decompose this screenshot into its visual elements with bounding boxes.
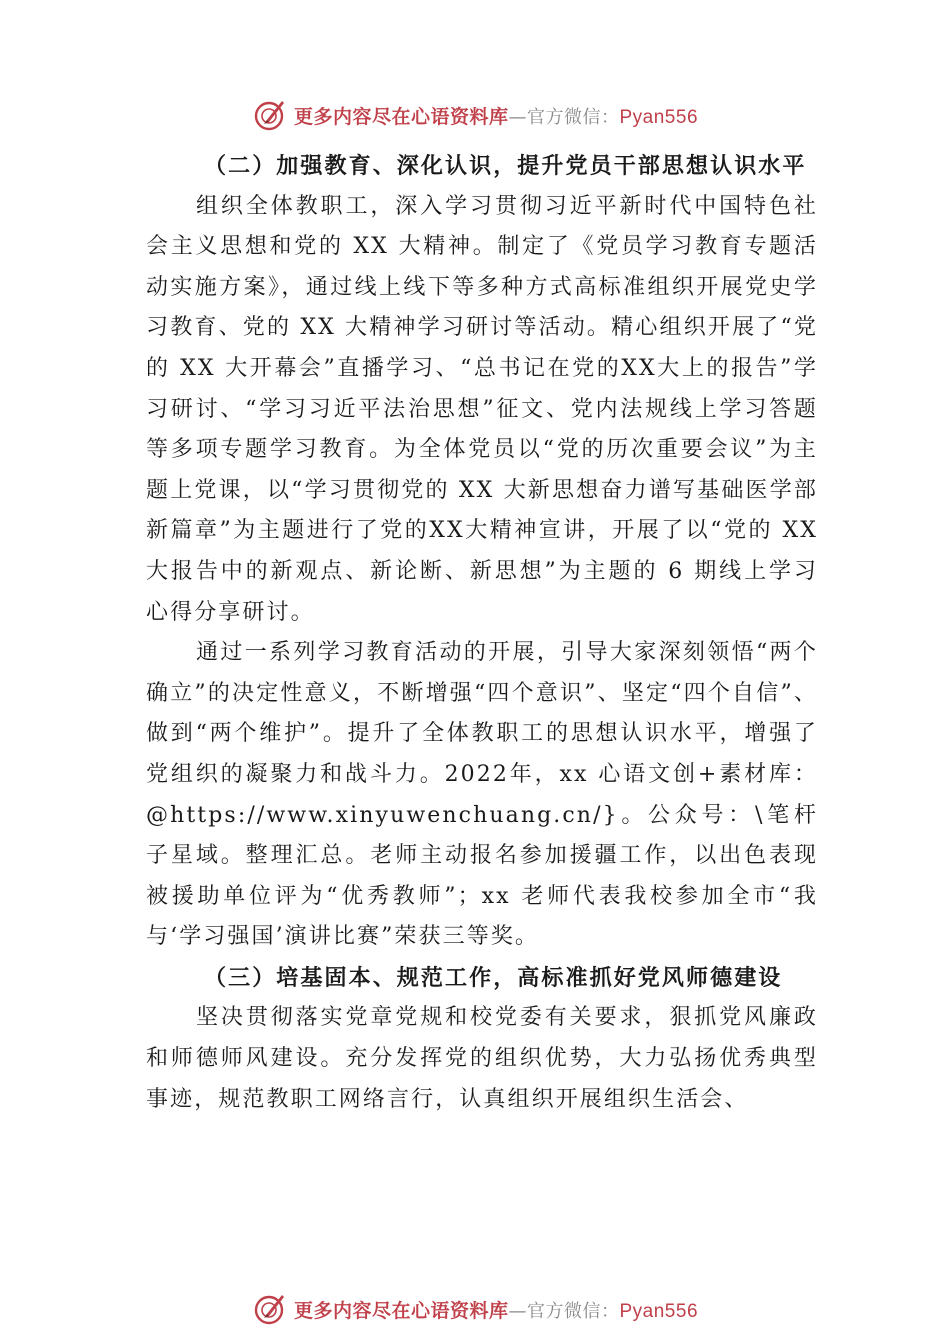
paragraph-2: 通过一系列学习教育活动的开展，引导大家深刻领悟“两个确立”的决定性意义，不断增强“四个意识”、坚定“四个自信”、做到“两个维护”。提升了全体教职工的思想认识水平，增强了党组织的凝聚力和战斗力。2022年，xx 心语文创+素材库：@https://www.xinyuwenchuang.cn/}。公众号：\笔杆子星域。整理汇总。老师主动报名参加援疆工作，以出色表现被援助单位评为“优秀教师”；xx 老师代表我校参加全市“我与‘学习强国’演讲比赛”荣获三等奖。: [146, 640, 818, 950]
watermark-main-text: 更多内容尽在心语资料库: [293, 105, 509, 128]
paragraph-1: 组织全体教职工，深入学习贯彻习近平新时代中国特色社会主义思想和党的 XX 大精神。制定了《党员学习教育专题活动实施方案》，通过线上线下等多种方式高标准组织开展党史学习教育、党的 XX 大精神学习研讨等活动。精心组织开展了“党的 XX 大开幕会”直播学习、“总书记在党的XX大上的报告”学习研讨、“学习习近平法治思想”征文、党内法规线上学习答题等多项专题学习教育。为全体党员以“党的历次重要会议”为主题上党课，以“学习贯彻党的 XX 大新思想奋力谱写基础医学部新篇章”为主题进行了党的XX大精神宣讲，开展了以“党的 XX 大报告中的新观点、新论断、新思想”为主题的 6 期线上学习心得分享研讨。: [146, 193, 818, 625]
header-watermark-banner: [0, 95, 950, 135]
quill-seal-logo-icon: [252, 97, 288, 133]
watermark-dash-text: —官方微信：: [508, 1300, 620, 1322]
watermark-wechat-id: Pyan556: [619, 1300, 699, 1322]
footer-watermark-banner: [0, 1289, 950, 1329]
watermark-text: [294, 1296, 698, 1323]
watermark-text: [294, 102, 698, 129]
watermark-dash-text: —官方微信：: [508, 106, 620, 128]
section-heading-2: （二）加强教育、深化认识，提升党员干部思想认识水平: [204, 153, 807, 179]
paragraph-3: 坚决贯彻落实党章党规和校党委有关要求，狠抓党风廉政和师德师风建设。充分发挥党的组织优势，大力弘扬优秀典型事迹，规范教职工网络言行，认真组织开展组织生活会、: [146, 1005, 818, 1112]
quill-seal-logo-icon: [252, 1291, 288, 1327]
watermark-main-text: 更多内容尽在心语资料库: [293, 1299, 509, 1322]
section-heading-3: （三）培基固本、规范工作，高标准抓好党风师德建设: [204, 964, 783, 991]
watermark-wechat-id: Pyan556: [619, 106, 699, 128]
document-body: [146, 146, 818, 1120]
